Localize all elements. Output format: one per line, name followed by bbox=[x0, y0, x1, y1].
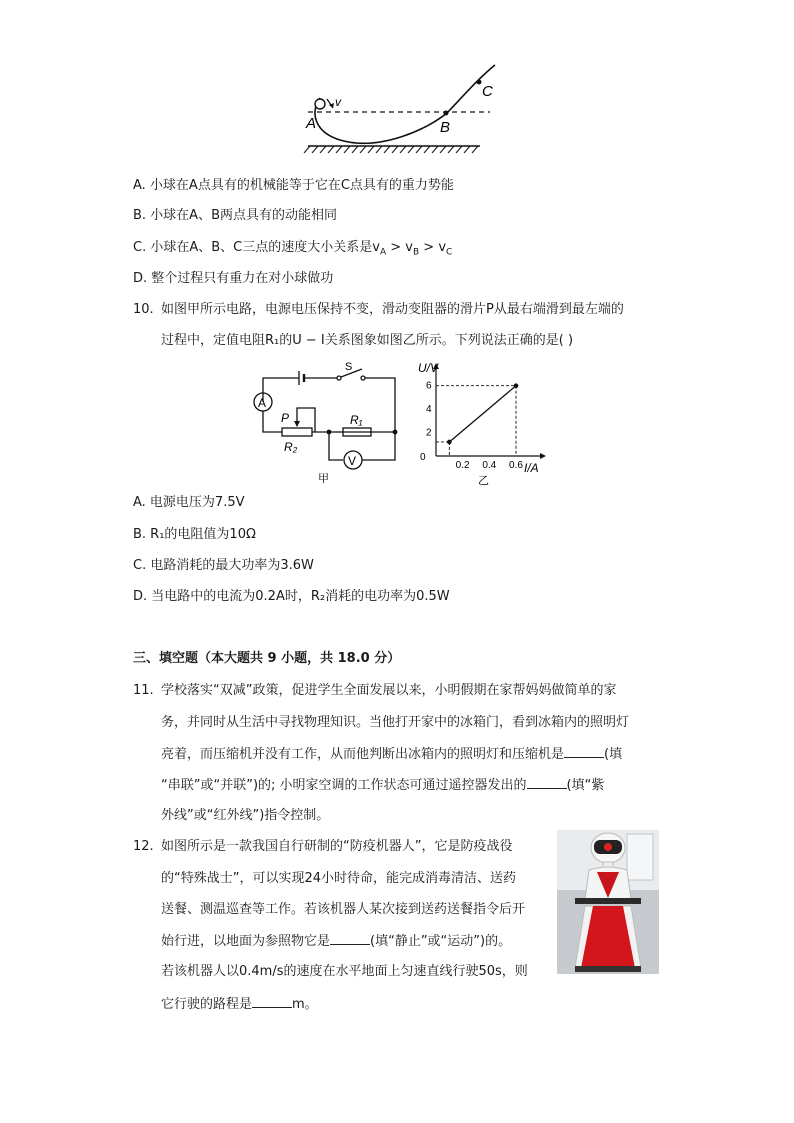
x-axis-label: I/A bbox=[524, 461, 539, 475]
track-figure bbox=[300, 62, 505, 154]
answer-blank[interactable] bbox=[564, 745, 604, 758]
label-B: B bbox=[440, 119, 451, 136]
answer-blank[interactable] bbox=[527, 776, 567, 789]
q11-line2: 务，并同时从生活中寻找物理知识。当他打开家中的冰箱门，看到冰箱内的照明灯 bbox=[161, 715, 630, 730]
q12-line4: 始行进，以地面为参照物它是 (填“静止”或“运动”)的。 bbox=[161, 934, 512, 949]
answer-blank[interactable] bbox=[252, 995, 292, 1008]
q12-line1: 如图所示是一款我国自行研制的“防疫机器人”，它是防疫战役 bbox=[161, 839, 513, 854]
voltmeter-label: V bbox=[348, 454, 357, 468]
y-tick-4: 4 bbox=[426, 404, 432, 416]
q11-number: 11. bbox=[133, 683, 154, 698]
y-tick-2: 2 bbox=[426, 427, 432, 439]
y-tick-6: 6 bbox=[426, 380, 432, 392]
q9-option-c: C. 小球在A、B、C三点的速度大小关系是$v_A > v_B > v_C$ bbox=[133, 240, 453, 258]
q9-option-c-text: C. 小球在A、B、C三点的速度大小关系是v bbox=[133, 240, 380, 255]
q10-line2: 过程中，定值电阻R₁的U − I关系图象如图乙所示。下列说法正确的是( ) bbox=[161, 333, 574, 348]
q11-line1: 学校落实“双减”政策，促进学生全面发展以来，小明假期在家帮妈妈做简单的家 bbox=[161, 683, 617, 698]
q10-option-d: D. 当电路中的电流为0.2A时，R₂消耗的电功率为0.5W bbox=[133, 589, 450, 604]
y-axis-label: U/V bbox=[418, 361, 439, 375]
q12-number: 12. bbox=[133, 839, 154, 854]
q12-line6: 它行驶的路程是 m。 bbox=[161, 997, 318, 1012]
label-v: v bbox=[335, 95, 341, 109]
q9-option-b: B. 小球在A、B两点具有的动能相同 bbox=[133, 208, 337, 223]
data-point bbox=[447, 440, 452, 445]
q12-line3: 送餐、测温巡查等工作。若该机器人某次接到送药送餐指令后开 bbox=[161, 902, 526, 917]
ball bbox=[315, 99, 325, 109]
ui-graph bbox=[408, 360, 558, 490]
q11-line4: “串联”或“并联”)的; 小明家空调的工作状态可通过遥控器发出的 (填“紫 bbox=[161, 778, 605, 793]
q10-option-a: A. 电源电压为7.5V bbox=[133, 495, 245, 510]
q10-line1: 如图甲所示电路，电源电压保持不变，滑动变阻器的滑片P从最右端滑到最左端的 bbox=[161, 302, 624, 317]
x-tick-0.6: 0.6 bbox=[509, 460, 523, 471]
ammeter-label: A bbox=[258, 396, 267, 410]
q10-option-b: B. R₁的电阻值为10Ω bbox=[133, 527, 256, 542]
q11-line5: 外线”或“红外线”)指令控制。 bbox=[161, 808, 330, 823]
q9-option-d: D. 整个过程只有重力在对小球做功 bbox=[133, 271, 334, 286]
origin-label: 0 bbox=[420, 452, 426, 463]
q11-line3: 亮着，而压缩机并没有工作，从而他判断出冰箱内的照明灯和压缩机是 (填 bbox=[161, 747, 623, 762]
slider-label: P bbox=[281, 411, 290, 425]
robot-photo bbox=[557, 830, 659, 974]
graph-caption: 乙 bbox=[478, 475, 489, 487]
x-tick-0.2: 0.2 bbox=[455, 460, 470, 471]
q12-line2: 的“特殊战士”，可以实现24小时待命，能完成消毒清洁、送药 bbox=[161, 871, 517, 886]
q9-option-a: A. 小球在A点具有的机械能等于它在C点具有的重力势能 bbox=[133, 178, 454, 193]
q10-number: 10. bbox=[133, 302, 154, 317]
r2-label: R₂ bbox=[284, 440, 298, 454]
q10-option-c: C. 电路消耗的最大功率为3.6W bbox=[133, 558, 314, 573]
answer-blank[interactable] bbox=[330, 932, 370, 945]
label-C: C bbox=[482, 83, 493, 100]
circuit-diagram bbox=[245, 360, 405, 485]
label-A: A bbox=[306, 115, 317, 132]
x-tick-0.4: 0.4 bbox=[482, 460, 497, 471]
circuit-caption: 甲 bbox=[318, 473, 329, 485]
section-title: 三、填空题（本大题共 9 小题，共 18.0 分） bbox=[133, 651, 401, 666]
data-point bbox=[514, 383, 519, 388]
q12-line5: 若该机器人以0.4m/s的速度在水平地面上匀速直线行驶50s，则 bbox=[161, 964, 528, 979]
r1-label: R₁ bbox=[350, 413, 363, 427]
series-line bbox=[449, 386, 516, 442]
switch-label: S bbox=[345, 361, 353, 373]
